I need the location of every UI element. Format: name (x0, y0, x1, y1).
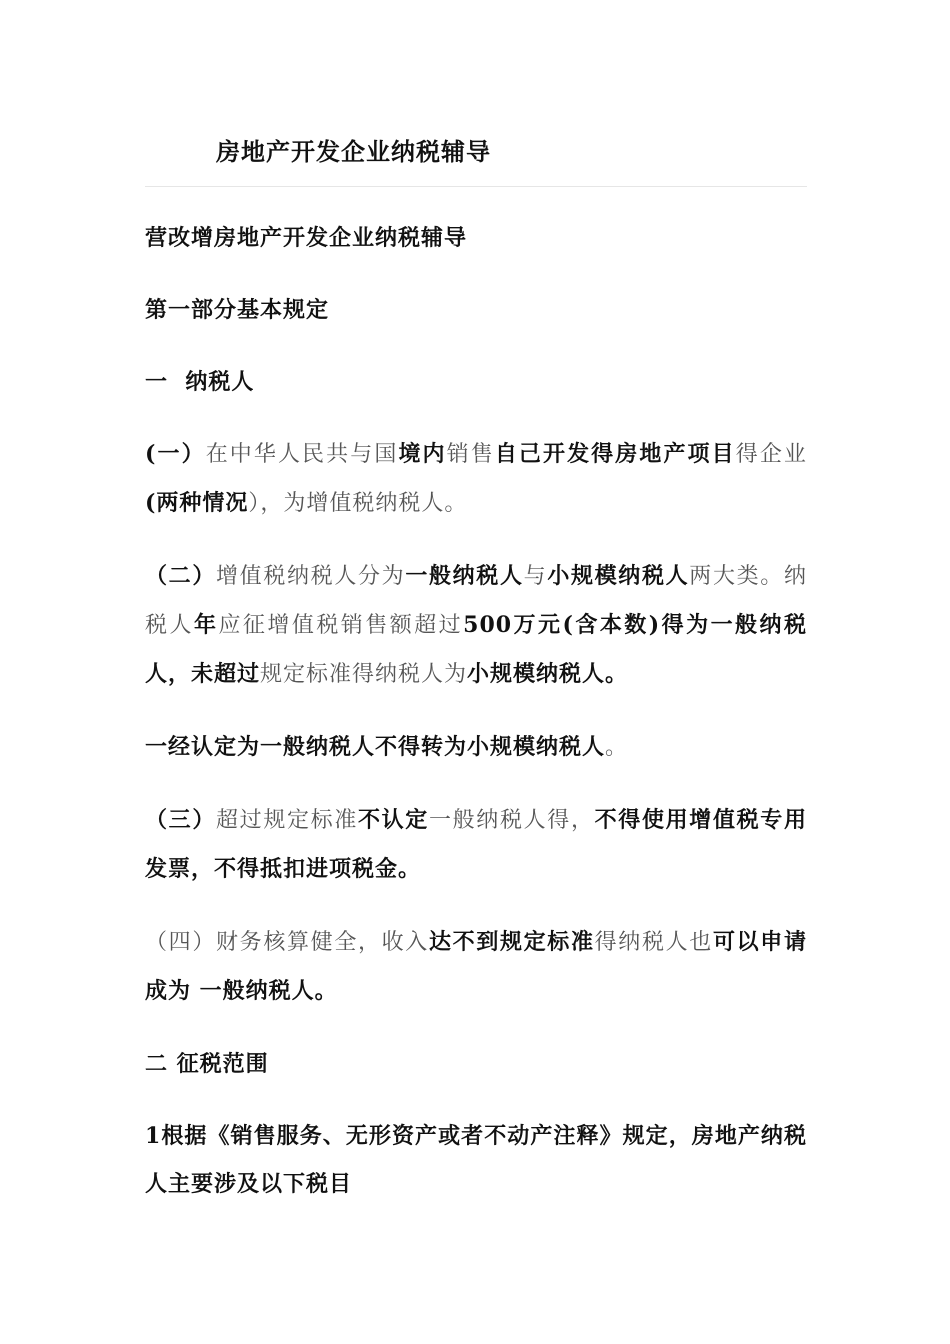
part-heading: 第一部分基本规定 (145, 297, 330, 323)
paragraph-1 (145, 430, 807, 528)
p5-b: 达不到规定标准 (428, 929, 595, 955)
p1-b: 在中华人民共与国 (205, 442, 399, 467)
p4-d: 一般纳税人得， (428, 808, 595, 833)
p1-g: (两种情况 (145, 490, 249, 516)
p1-d: 销售 (446, 442, 495, 467)
document-heading: 营改增房地产开发企业纳税辅导 (145, 225, 468, 251)
p5-d: 可以申请成为 一般纳税人。 (145, 929, 807, 1004)
p4-e: 不得使用增值税专用发票，不得抵扣进项税金。 (145, 807, 807, 882)
p2-b: 增值税纳税人分为 (216, 564, 406, 589)
p2-j: 规定标准得纳税人为 (260, 662, 468, 687)
paragraph-5 (145, 918, 807, 1016)
p2-e: 小规模纳税人 (547, 563, 690, 589)
p2-h: 应征增值税销售额超过 (218, 613, 464, 638)
document-title: 房地产开发企业纳税辅导 (216, 137, 491, 166)
section-heading-taxpayer: 一 纳税人 (145, 369, 255, 395)
p3-a: 一经认定为一般纳税人不得转为小规模纳税人 (145, 734, 606, 760)
p1-a: (一） (145, 441, 206, 467)
section-heading-scope: 二 征税范围 (145, 1051, 269, 1077)
p2-g: 年 (193, 612, 219, 638)
p4-a: （三） (145, 807, 216, 833)
p5-c: 得纳税人也 (594, 930, 713, 955)
paragraph-2 (145, 552, 807, 699)
p1-f: 得企业 (735, 442, 807, 467)
paragraph-3 (145, 723, 807, 772)
p1-h: ），为增值税纳税人。 (248, 491, 468, 516)
p2-d: 与 (523, 564, 548, 589)
paragraph-4 (145, 796, 807, 894)
document-body (145, 214, 807, 1232)
p2-k: 小规模纳税人。 (467, 661, 629, 687)
p2-a: （二） (145, 563, 216, 589)
p3-b: 。 (605, 735, 629, 760)
p1-e: 自己开发得房地产项目 (494, 441, 736, 467)
p2-f: 两大类。纳税人 (145, 564, 807, 638)
p2-c: 一般纳税人 (405, 563, 524, 589)
p1-c: 境内 (398, 441, 447, 467)
p5-a: （四）财务核算健全，收入 (145, 930, 429, 955)
title-divider (145, 186, 807, 187)
paragraph-6: 1根据《销售服务、无形资产或者不动产注释》规定，房地产纳税人主要涉及以下税目 (145, 1123, 807, 1197)
p2-i: 500万元(含本数)得为一般纳税人，未超过 (145, 612, 807, 687)
p4-c: 不认定 (357, 807, 429, 833)
p4-b: 超过规定标准 (216, 808, 358, 833)
